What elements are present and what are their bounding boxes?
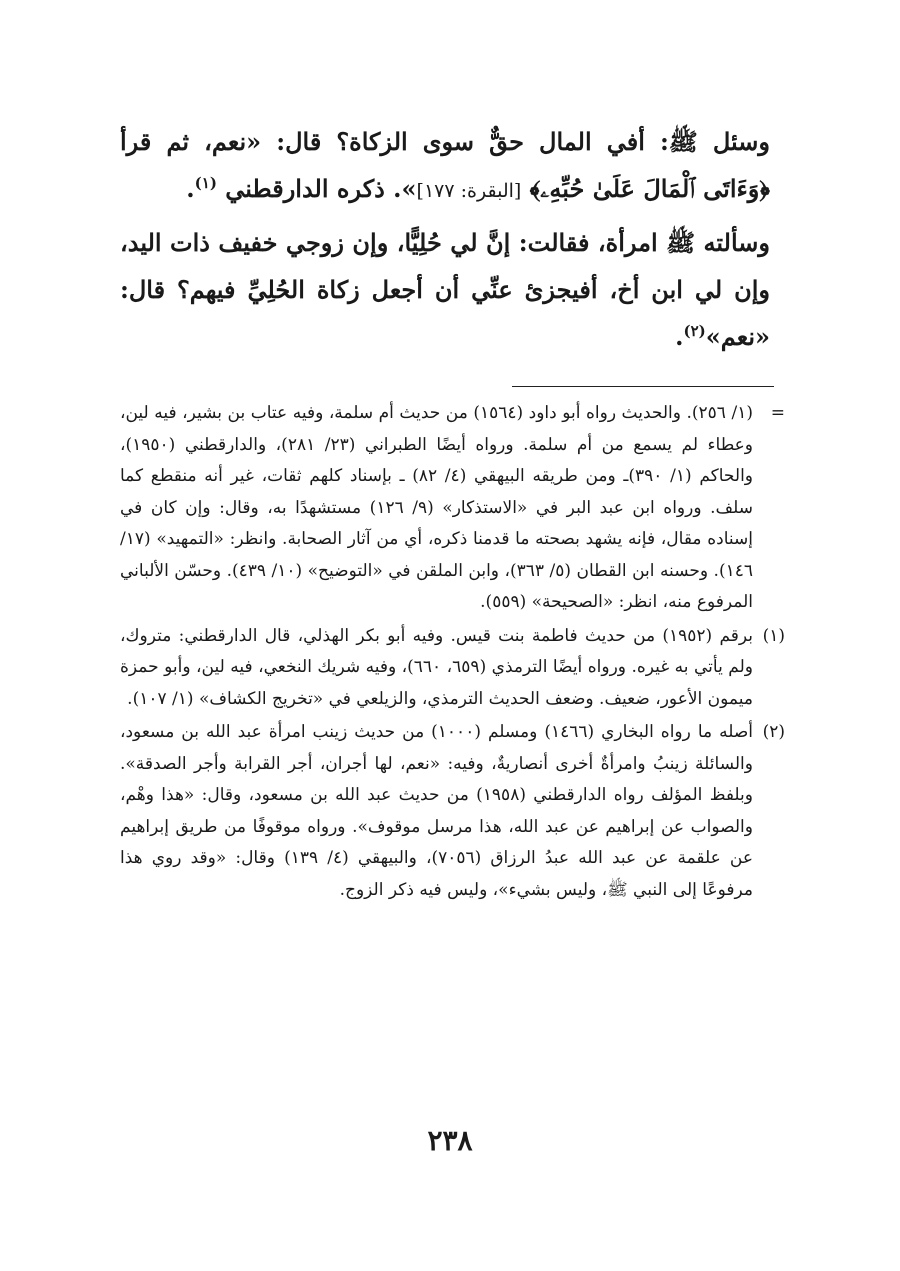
- footnotes-section: [120, 398, 785, 908]
- main-paragraph-2: [120, 219, 770, 360]
- footnote-separator-line: [512, 386, 774, 387]
- footnote-text: أصله ما رواه البخاري (١٤٦٦) ومسلم (١٠٠٠) من حديث زينب امرأة عبد الله بن مسعود، والسائلة زينبُ وامرأةٌ أخرى أنصاريةٌ، وفيه: «نعم، لها أجران، أجر القرابة وأجر الصدقة». وبلفظ المؤلف رواه الدارقطني (١٩٥٨) من حديث عبد الله بن مسعود، وقال: «هذا وهْم، والصواب عن إبراهيم عن عبد الله، هذا مرسل موقوف». ورواه موقوفًا من طريق إبراهيم عن علقمة عن عبد الله عبدُ الرزاق (٧٠٥٦)، والبيهقي (٤/ ١٣٩) وقال: «وقد روي هذا مرفوعًا إلى النبي ﷺ، وليس بشيء»، وليس فيه ذكر الزوج.: [120, 722, 753, 900]
- quran-verse-reference: [البقرة: ١٧٧]: [416, 180, 522, 202]
- page-number: ٢٣٨: [427, 1124, 473, 1157]
- footnote-number: (٢): [762, 722, 785, 742]
- paragraph-1-text: وسئل ﷺ: أفي المال حقٌّ سوى الزكاة؟ قال: «نعم، ثم قرأ ﴿وَءَاتَى ٱلْمَالَ عَلَىٰ حُبِّهِۦ﴾: [120, 127, 770, 203]
- paragraph-2-text: وسألته ﷺ امرأة، فقالت: إنَّ لي حُلِيًّا، وإن زوجي خفيف ذات اليد، وإن لي ابن أخ، أفيجزئ عنِّي أن أجعل زكاة الحُلِيِّ فيهم؟ قال: «نعم»: [120, 228, 771, 351]
- paragraph-2-period: .: [675, 322, 684, 351]
- main-text: [120, 118, 770, 364]
- footnote-reference-1[interactable]: (١): [194, 174, 217, 192]
- footnote-1: [120, 621, 785, 716]
- footnote-text: (١/ ٢٥٦). والحديث رواه أبو داود (١٥٦٤) من حديث أم سلمة، وفيه عتاب بن بشير، فيه لين، وعطاء لم يسمع من أم سلمة. ورواه أيضًا الطبراني (٢٣/ ٢٨١)، والدارقطني (١٩٥٠)، والحاكم (١/ ٣٩٠)ـ ومن طريقه البيهقي (٤/ ٨٢) ـ بإسناد كلهم ثقات، غير أنه منقطع كما سلف. ورواه ابن عبد البر في «الاستذكار» (٩/ ١٢٦) مستشهدًا به، وقال: وإن كان في إسناده مقال، فإنه يشهد بصحته ما قدمنا ذكره، أي من آثار الصحابة. وانظر: «التمهيد» (١٧/ ١٤٦). وحسنه ابن القطان (٥/ ٣٦٣)، وابن الملقن في «التوضيح» (١٠/ ٤٣٩). وحسّن الألباني المرفوع منه، انظر: «الصحيحة» (٥٥٩).: [120, 403, 754, 612]
- main-paragraph-1: [120, 118, 770, 215]
- footnote-reference-2[interactable]: (٢): [683, 322, 706, 340]
- paragraph-1-ending: ». ذكره الدارقطني: [225, 174, 417, 203]
- paragraph-1-period: .: [186, 174, 195, 203]
- footnote-2: [120, 717, 785, 906]
- footnote-text: برقم (١٩٥٢) من حديث فاطمة بنت قيس. وفيه أبو بكر الهذلي، قال الدارقطني: متروك، ولم يأتي به غيره. ورواه أيضًا الترمذي (٦٥٩، ٦٦٠)، وفيه شريك النخعي، فيه لين، وأبو حمزة ميمون الأعور، ضعيف. وضعف الحديث الترمذي، والزيلعي في «تخريج الكشاف» (١/ ١٠٧).: [120, 625, 754, 709]
- footnote-number: (١): [762, 625, 785, 646]
- footnote-continuation-mark: =: [770, 403, 785, 423]
- footnote-continued: [120, 398, 785, 619]
